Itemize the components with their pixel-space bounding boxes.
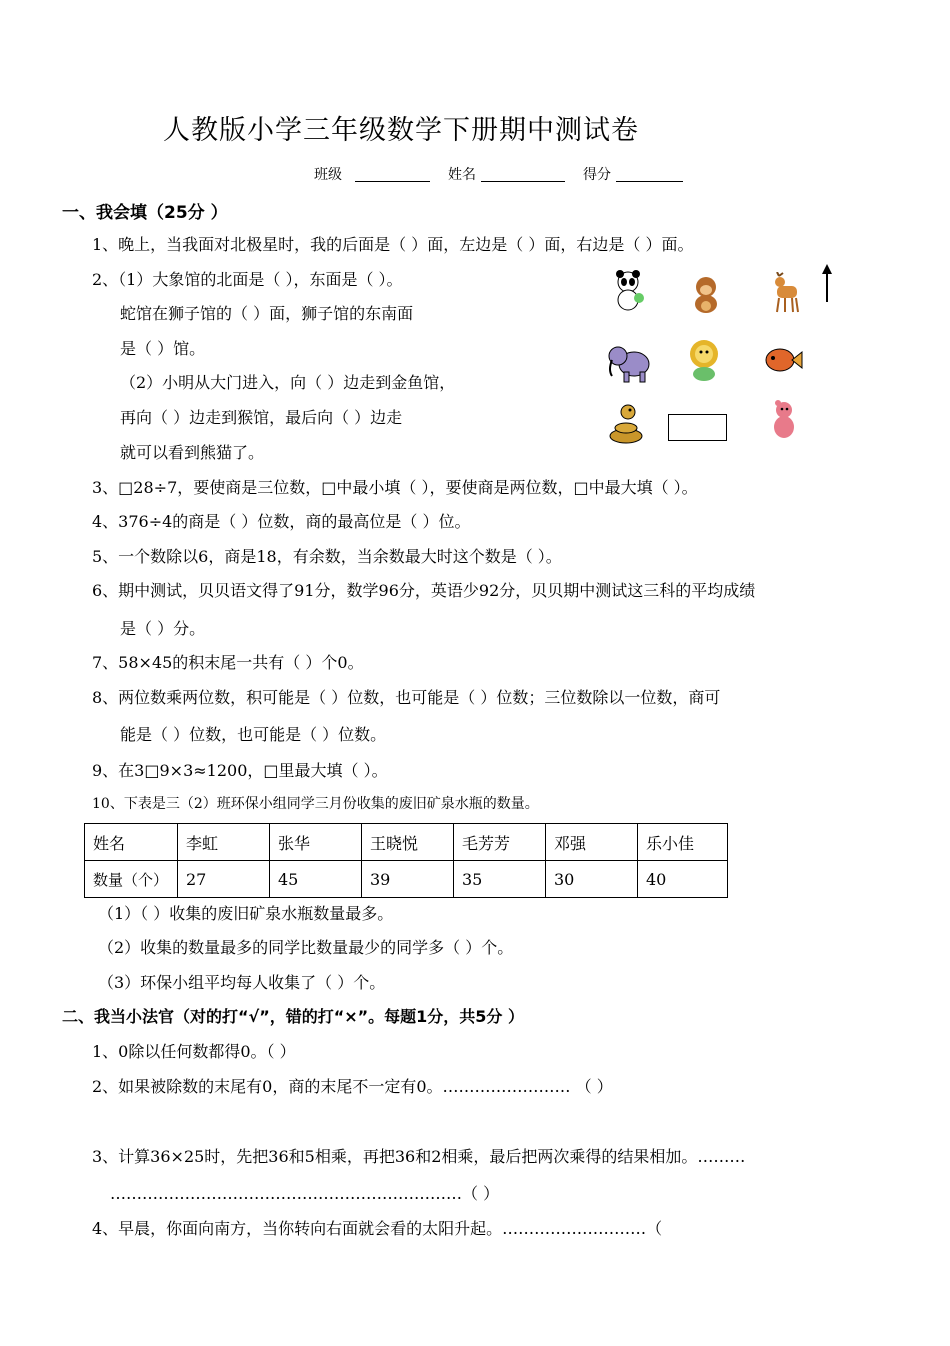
table-cell: 张华	[270, 824, 362, 861]
table-cell: 35	[454, 861, 546, 898]
question-10-3: （3）环保小组平均每人收集了（ ）个。	[98, 973, 386, 992]
question-10-1: （1）（ ）收集的废旧矿泉水瓶数量最多。	[98, 904, 394, 923]
question-3: 3、□28÷7，要使商是三位数，□中最小填（ ），要使商是两位数，□中最大填（ ）。	[92, 478, 698, 497]
judge-3b: …………………………………………………………（ ）	[110, 1184, 500, 1203]
question-10: 10、下表是三（2）班环保小组同学三月份收集的废旧矿泉水瓶的数量。	[92, 796, 539, 812]
class-label: 班级	[314, 167, 342, 183]
judge-1: 1、0除以任何数都得0。（ ）	[92, 1042, 296, 1061]
table-cell: 45	[270, 861, 362, 898]
table-row	[85, 861, 728, 898]
table-cell: 姓名	[85, 824, 178, 861]
page-title: 人教版小学三年级数学下册期中测试卷	[163, 115, 639, 146]
section2-heading: 二、我当小法官（对的打“√”，错的打“×”。每题1分，共5分 ）	[62, 1007, 524, 1026]
panda-icon	[608, 268, 652, 312]
question-10-2: （2）收集的数量最多的同学比数量最少的同学多（ ）个。	[98, 938, 514, 957]
score-label: 得分	[583, 167, 611, 183]
question-2c: 是（ ）馆。	[120, 339, 206, 358]
table-cell: 30	[546, 861, 638, 898]
goldfish-icon	[760, 338, 804, 382]
question-5: 5、一个数除以6，商是18，有余数，当余数最大时这个数是（ ）。	[92, 547, 562, 566]
class-blank[interactable]	[355, 181, 430, 182]
question-8a: 8、两位数乘两位数，积可能是（ ）位数，也可能是（ ）位数；三位数除以一位数，商可	[92, 688, 721, 707]
table-cell: 王晓悦	[362, 824, 454, 861]
lion-icon	[684, 338, 728, 382]
table-cell: 27	[178, 861, 270, 898]
bottle-count-table	[84, 823, 728, 898]
question-2a: 2、（1）大象馆的北面是（ ），东面是（ ）。	[92, 270, 403, 289]
section1-heading: 一、我会填（25分 ）	[62, 203, 228, 223]
elephant-icon	[606, 340, 652, 384]
score-blank[interactable]	[616, 181, 683, 182]
table-cell: 数量（个）	[85, 861, 178, 898]
question-2e: 再向（ ）边走到猴馆，最后向（ ）边走	[120, 408, 403, 427]
table-cell: 40	[638, 861, 728, 898]
monkey-icon	[686, 272, 730, 316]
judge-4: 4、早晨，你面向南方，当你转向右面就会看的太阳升起。………………………（	[92, 1219, 663, 1238]
snake-icon	[606, 402, 650, 446]
table-cell: 39	[362, 861, 454, 898]
question-6b: 是（ ）分。	[120, 619, 206, 638]
question-2f: 就可以看到熊猫了。	[120, 443, 265, 462]
table-cell: 邓强	[546, 824, 638, 861]
question-9: 9、在3□9×3≈1200，□里最大填（ ）。	[92, 761, 388, 780]
name-label: 姓名	[448, 167, 476, 183]
table-cell: 李虹	[178, 824, 270, 861]
name-blank[interactable]	[481, 181, 565, 182]
question-8b: 能是（ ）位数，也可能是（ ）位数。	[120, 725, 387, 744]
table-cell: 乐小佳	[638, 824, 728, 861]
deer-icon	[765, 272, 809, 316]
judge-2: 2、如果被除数的末尾有0，商的末尾不一定有0。…………………… （ ）	[92, 1077, 613, 1096]
question-6a: 6、期中测试，贝贝语文得了91分，数学96分，英语少92分，贝贝期中测试这三科的平均成绩	[92, 581, 756, 600]
north-arrow-icon	[818, 264, 836, 304]
bear-icon	[766, 398, 810, 442]
question-1: 1、晚上，当我面对北极星时，我的后面是（ ）面，左边是（ ）面，右边是（ ）面。	[92, 235, 694, 254]
question-2b: 蛇馆在狮子馆的（ ）面，狮子馆的东南面	[120, 304, 414, 323]
question-7: 7、58×45的积末尾一共有（ ）个0。	[92, 653, 364, 672]
table-cell: 毛芳芳	[454, 824, 546, 861]
gate-box	[668, 414, 727, 441]
table-row	[85, 824, 728, 861]
question-2d: （2）小明从大门进入，向（ ）边走到金鱼馆，	[120, 373, 456, 392]
judge-3a: 3、计算36×25时，先把36和5相乘，再把36和2相乘，最后把两次乘得的结果相加。………	[92, 1147, 746, 1166]
question-4: 4、376÷4的商是（ ）位数，商的最高位是（ ）位。	[92, 512, 471, 531]
